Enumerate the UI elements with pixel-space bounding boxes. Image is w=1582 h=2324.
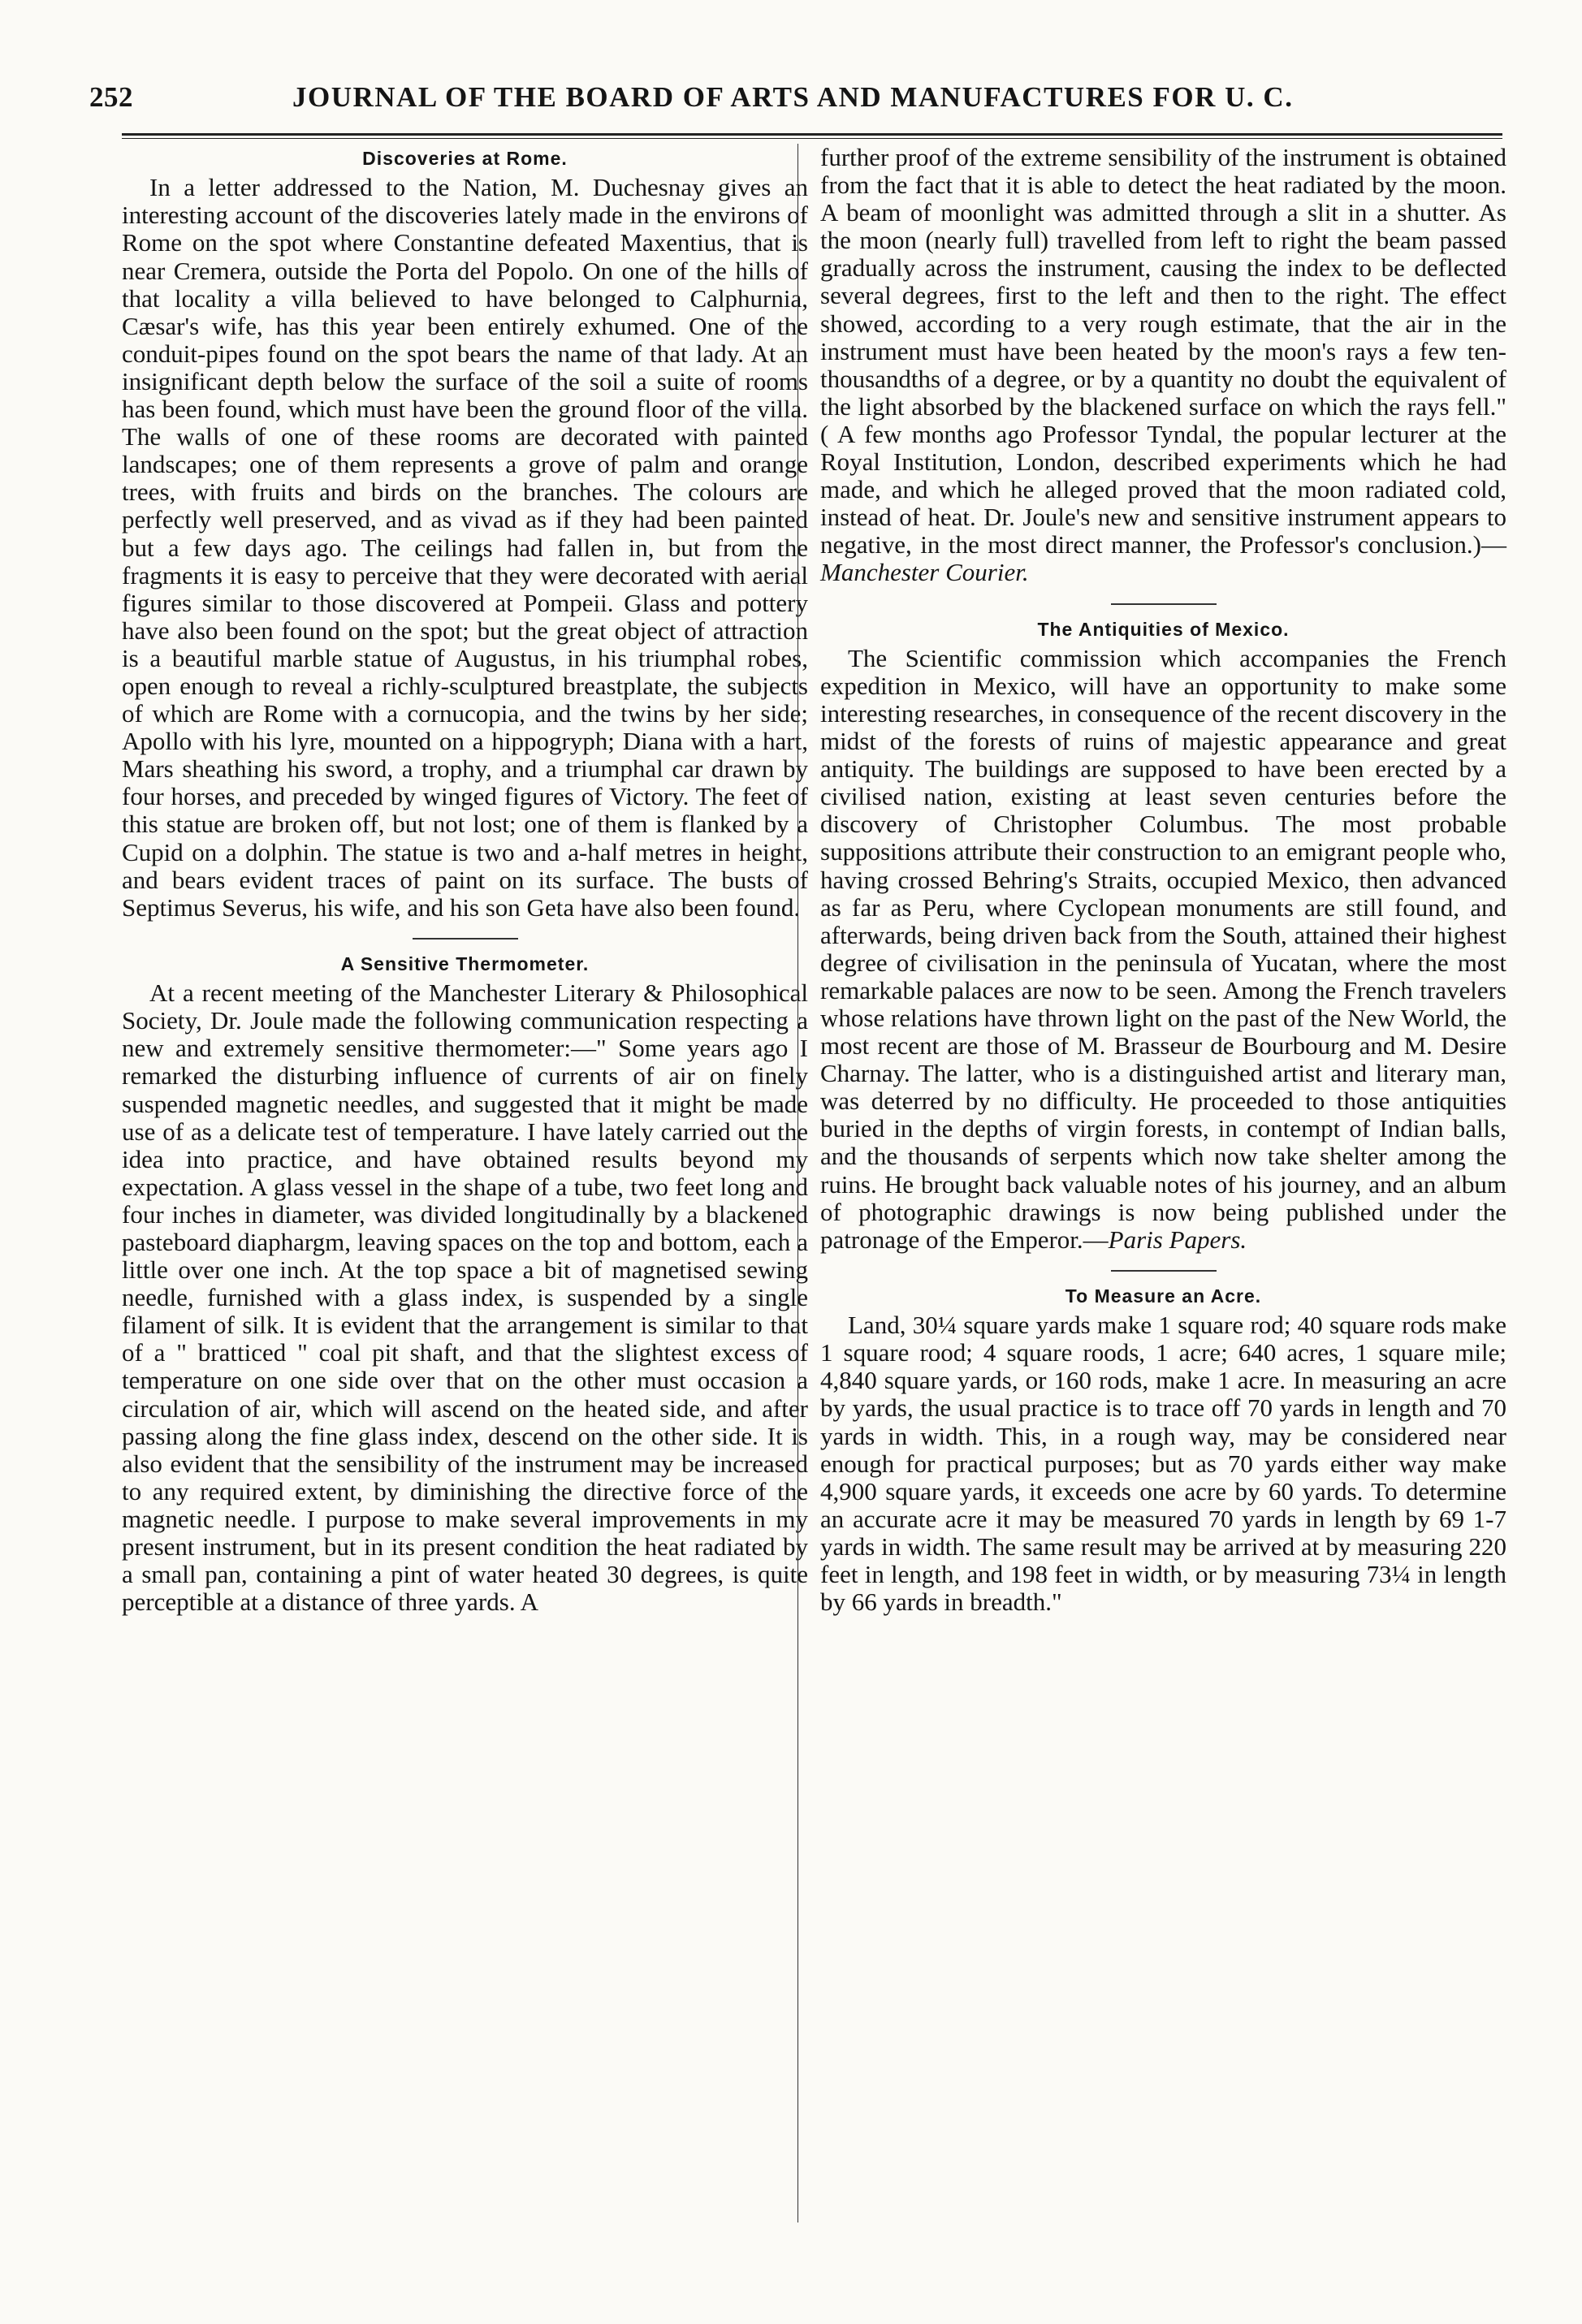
thermometer-continued-text: further proof of the extreme sensibility of the instrument is obtained from the fact that it is able to detect the heat radiated by the moon. A beam of moonlight was admitted through a slit in a shutter. As the moon (nearly full) travelled from left to right the beam passed gradually across the instrument, causing the index to be deflected several degrees, first to the left and then to the right. The effect showed, according to a very rough estimate, that the air in the instrument must have been heated by the moon's rays a few ten-thousandths of a degree, or by a quantity no doubt the equivalent of the light absorbed by the blackened surface on which the rays fell." ( A few months ago Professor Tyndal, the popular lecturer at the Royal Institution, London, described experiments which he had made, and which he alleged proved that the moon radiated cold, instead of heat. Dr. Joule's new and sensitive instrument appears to negative, in the most direct manner, the Professor's conclusion.)— (820, 143, 1506, 559)
left-column (122, 144, 808, 1616)
mexico-text: The Scientific commission which accompanies the French expedition in Mexico, will have an opportunity to make some interesting researches, in consequence of the recent discovery in the midst of the forests of ruins of majestic appearance and great antiquity. The buildings are supposed to have been erected by a civilised nation, existing at least seven centuries before the discovery of Christopher Columbus. The most probable suppositions attribute their construction to an emigrant people who, having crossed Behring's Straits, occupied Mexico, then advanced as far as Peru, where Cyclopean monuments are still found, and afterwards, being driven back from the South, attained their highest degree of civilisation in the peninsula of Yucatan, where the most remarkable palaces are now to be seen. Among the French travelers whose relations have thrown light on the past of the New World, the most recent are those of M. Brasseur de Bourbourg and M. Desire Charnay. The latter, who is a distinguished artist and literary man, was deterred by no difficulty. He proceeded to those antiquities buried in the depths of virgin forests, in contempt of Indian balls, and the thousands of serpents which now take shelter among the ruins. He brought back valuable notes of his journey, and an album of photographic drawings is now being published under the patronage of the Emperor.— (820, 643, 1506, 1254)
article-body-acre: Land, 30¼ square yards make 1 square rod; 40 square rods make 1 square rood; 4 square roods, 1 acre; 640 acres, 1 square mile; 4,840 square yards, or 160 rods, make 1 acre. In measuring an acre by yards, the usual practice is to trace off 70 yards in length and 70 yards in width. This, in a rough way, may be considered near enough for practical purposes; but as 70 yards either way make 4,900 square yards, it exceeds one acre by 60 yards. To determine an accurate acre it may be measured 70 yards in length by 69 1-7 yards in width. The same result may be arrived at by measuring 220 feet in length, and 198 feet in width, or by measuring 73¼ in length by 66 yards in breadth." (820, 1311, 1506, 1617)
column-divider (797, 144, 798, 2222)
page-number: 252 (89, 81, 133, 113)
article-body-thermometer-part1: At a recent meeting of the Manchester Literary & Philosophical Society, Dr. Joule made the following communication respecting a new and extremely sensitive thermometer:—" Some years ago I remarked the disturbing influence of currents of air on finely suspended magnetic needles, and suggested that it might be made use of as a delicate test of temperature. I have lately carried out the idea into practice, and have obtained results beyond my expectation. A glass vessel in the shape of a tube, two feet long and four inches in diameter, was divided longitudinally by a blackened pasteboard diaphargm, leaving spaces on the top and bottom, each a little over one inch. At the top space a bit of magnetised sewing needle, furnished with a glass index, is suspended by a single filament of silk. It is evident that the arrangement is similar to that of a " bratticed " coal pit shaft, and that the slightest excess of temperature on one side over that on the other must occasion a circulation of air, which will ascend on the heated side, and after passing along the fine glass index, descend on the other side. It is also evident that the sensibility of the instrument may be increased to any required extent, by diminishing the directive force of the magnetic needle. I purpose to make several improvements in my present instrument, but in its present condition the heat radiated by a small pan, containing a pint of water heated 30 degrees, is quite perceptible at a distance of three yards. A (122, 978, 808, 1617)
journal-title: JOURNAL OF THE BOARD OF ARTS AND MANUFACTURES FOR U. C. (292, 81, 1294, 113)
thermometer-source: Manchester Courier. (820, 558, 1029, 587)
article-title-mexico: The Antiquities of Mexico. (1037, 618, 1290, 640)
article-body-rome: In a letter addressed to the Nation, M. Duchesnay gives an interesting account of the discoveries lately made in the environs of Rome on the spot where Constantine defeated Maxentius, that is near Cremera, outside the Porta del Popolo. On one of the hills of that locality a villa believed to have belonged to Calphurnia, Cæsar's wife, has this year been entirely exhumed. One of the conduit-pipes found on the spot bears the name of that lady. At an insignificant depth below the surface of the soil a suite of rooms has been found, which must have been the ground floor of the villa. The walls of one of these rooms are decorated with painted landscapes; one of them represents a grove of palm and orange trees, with fruits and birds on the branches. The colours are perfectly well preserved, and as vivad as if they had been painted but a few days ago. The ceilings had fallen in, but from the fragments it is easy to perceive that they were decorated with aerial figures similar to those discovered at Pompeii. Glass and pottery have also been found on the spot; but the great object of attraction is a beautiful marble statue of Augustus, in his triumphal robes, open enough to reveal a richly-sculptured breastplate, the subjects of which are Rome with a cornucopia, and the twins by her side; Apollo with his lyre, mounted on a hippogryph; Diana with a hart, Mars sheathing his sword, a trophy, and a triumphal car drawn by four horses, and preceded by winged figures of Victory. The feet of this statue are broken off, but not lost; one of them is flanked by a Cupid on a dolphin. The statue is two and a-half metres in height, and bears evident traces of paint on its surface. The busts of Septimus Severus, his wife, and his son Geta have also been found. (122, 173, 808, 922)
article-body-thermometer-part2 (820, 144, 1506, 587)
article-title-acre: To Measure an Acre. (1065, 1285, 1262, 1307)
article-title-rome: Discoveries at Rome. (362, 148, 568, 169)
header-rule (122, 133, 1502, 139)
mexico-source: Paris Papers. (1108, 1225, 1247, 1254)
article-body-mexico (820, 645, 1506, 1254)
running-head (89, 81, 1502, 127)
right-column (820, 144, 1506, 1616)
article-separator (1111, 1270, 1217, 1272)
article-separator (413, 938, 518, 940)
article-separator (1111, 603, 1217, 605)
article-title-thermometer: A Sensitive Thermometer. (340, 952, 590, 974)
journal-page (89, 81, 1506, 2274)
